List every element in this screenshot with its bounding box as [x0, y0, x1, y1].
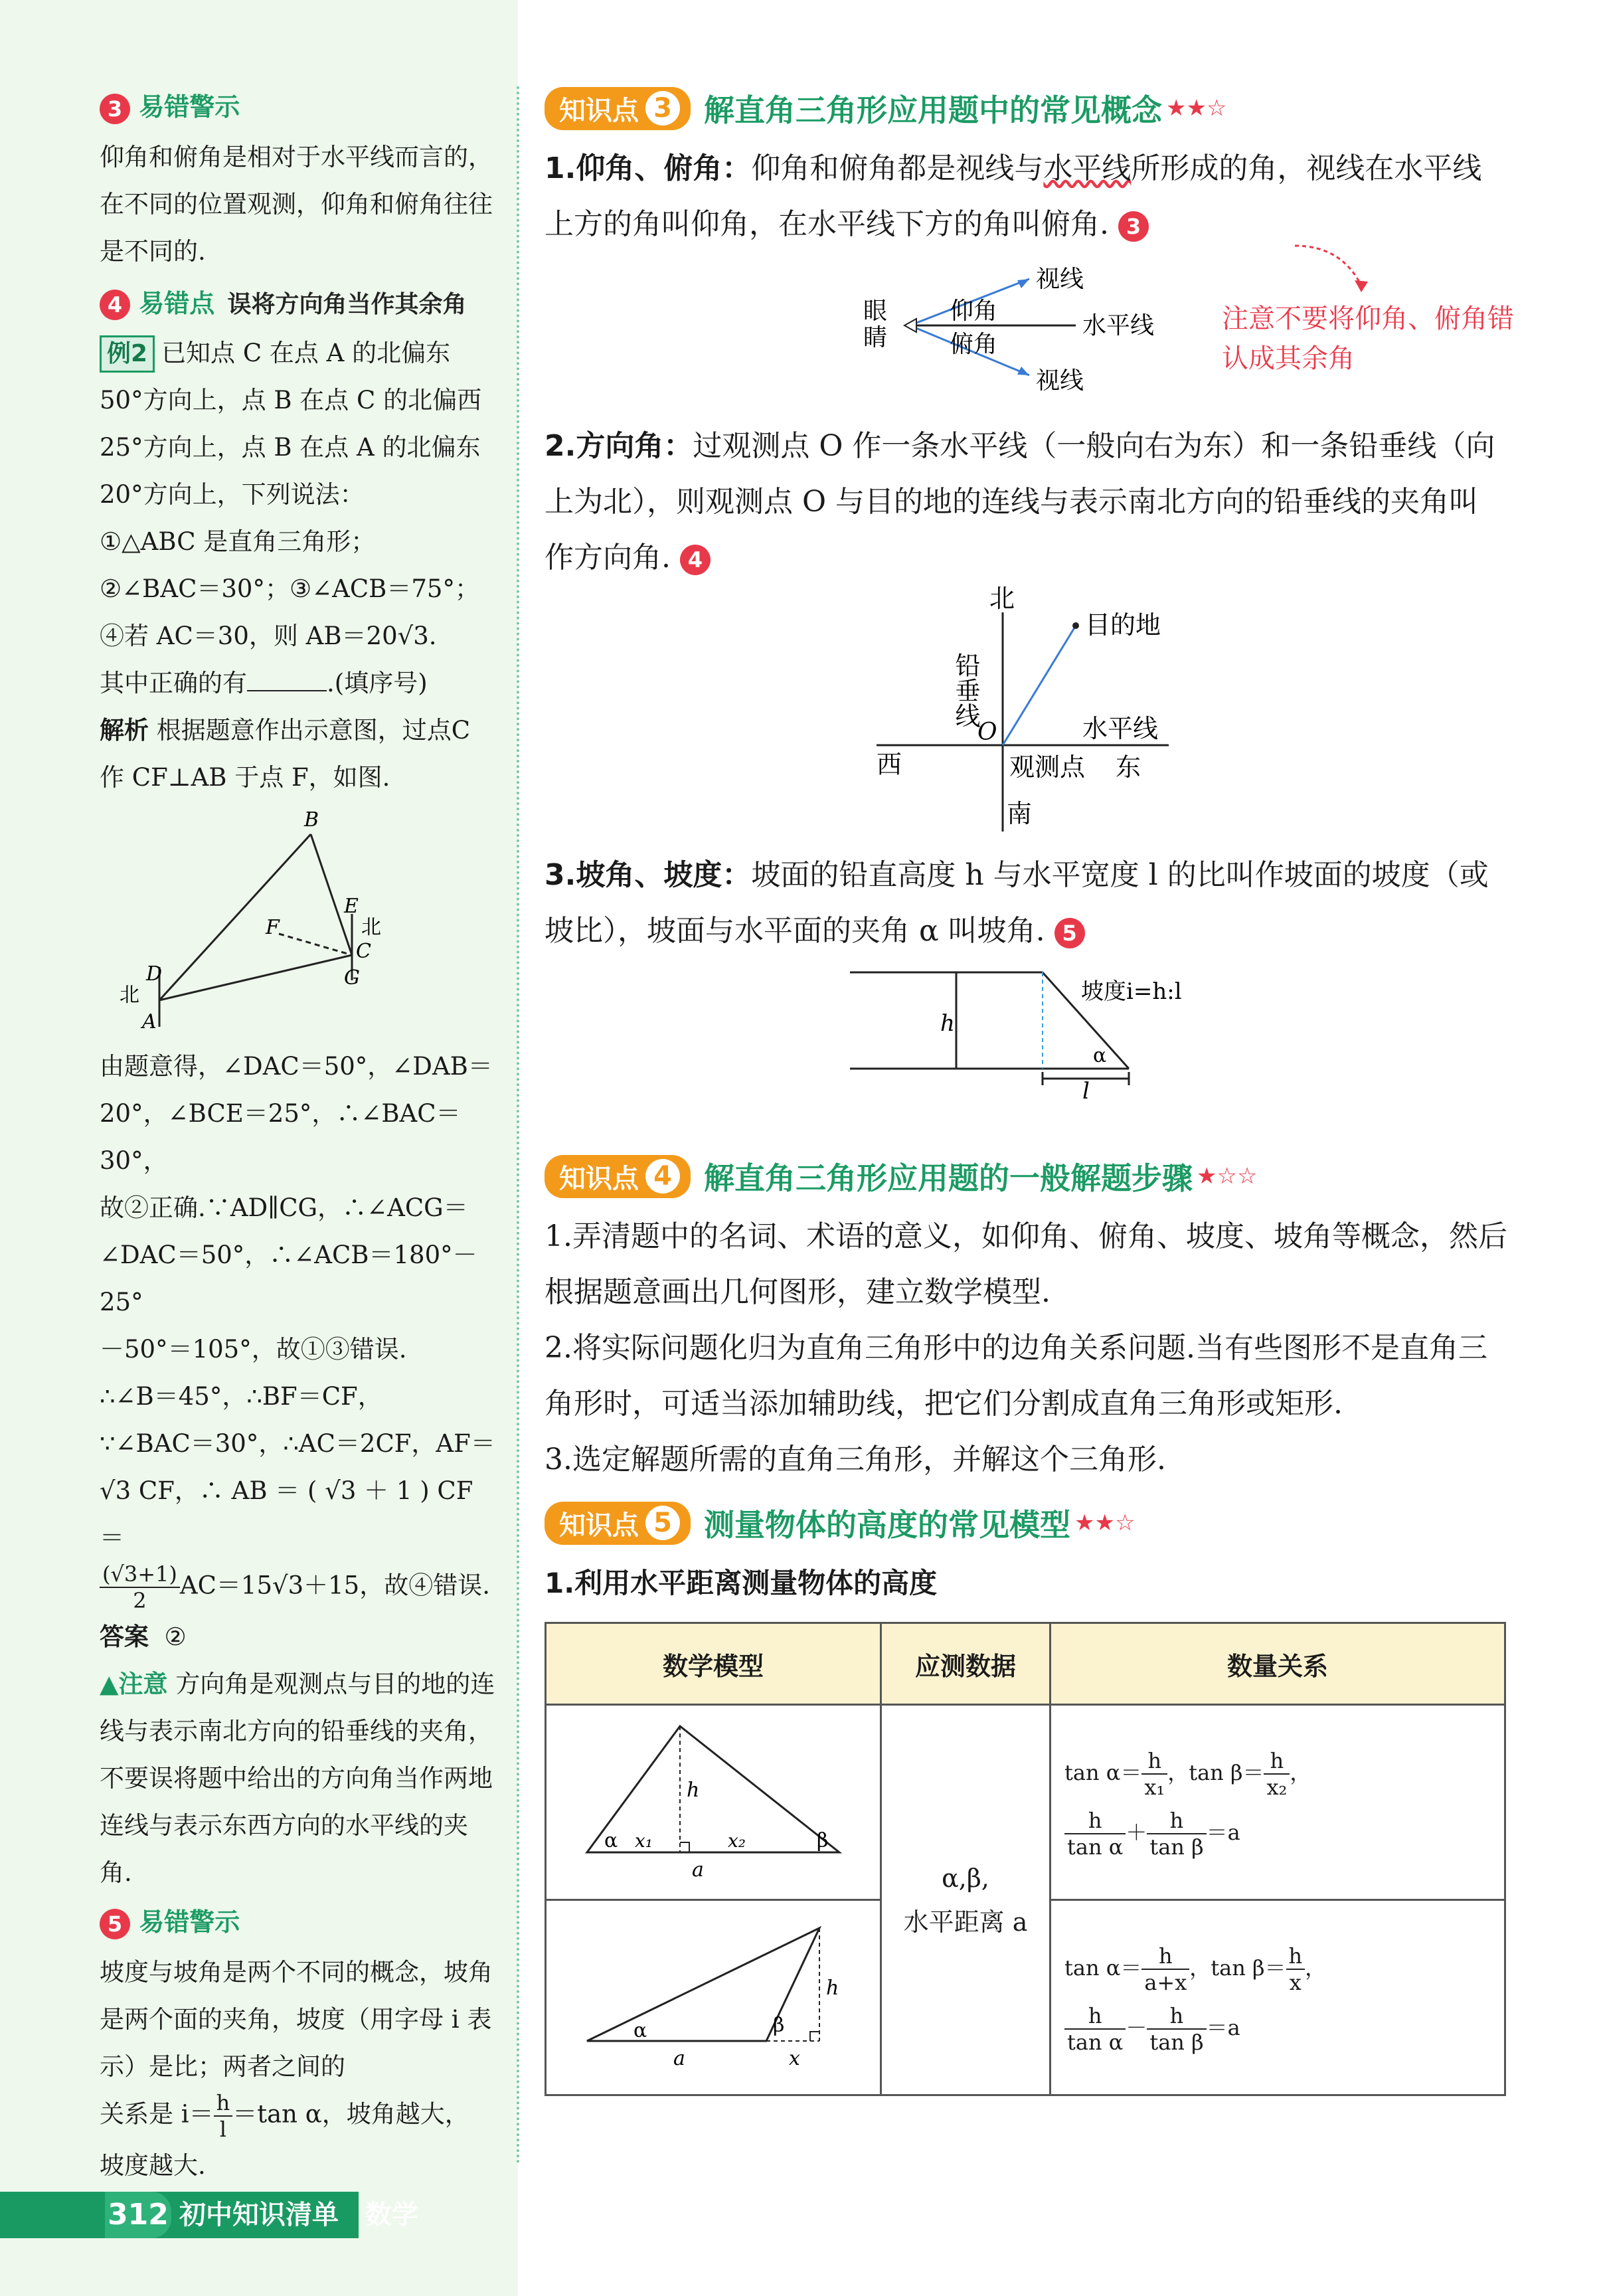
relation-prefix: 关系是 i＝	[100, 2099, 214, 2128]
fig2-observation: 观测点	[1009, 752, 1086, 782]
example-line: ①△ABC 是直角三角形；	[100, 527, 376, 556]
fig3-l: l	[1082, 1078, 1090, 1104]
kp4-title: 解直角三角形应用题的一般解题步骤	[704, 1160, 1193, 1196]
measured-data-cell	[881, 1705, 1051, 2095]
col-data: 应测数据	[881, 1623, 1051, 1705]
answer-label: 答案	[100, 1623, 149, 1651]
badge-4: 4	[100, 290, 130, 320]
fig1-eye1: 眼	[863, 298, 888, 325]
svg-text:h: h	[826, 1977, 839, 2000]
kp3-heading	[545, 86, 1507, 130]
analysis-line: 20°，∠BCE＝25°，∴∠BAC＝30°，	[100, 1099, 461, 1175]
column-divider	[517, 86, 519, 2165]
left-column	[100, 86, 498, 2189]
kp4-step-2: 2.将实际问题化归为直角三角形中的边角关系问题.当有些图形不是直角三角形时，可适当添加辅助线，把它们分割成直角三角形或矩形.	[545, 1331, 1487, 1421]
example-2	[100, 329, 498, 801]
warning-5-text: 坡度与坡角是两个不同的概念，坡角是两个面的夹角，坡度（用字母 i 表示）是比；两者之间的	[100, 1957, 493, 2081]
kp5-stars: ★★☆	[1074, 1510, 1136, 1536]
svg-text:x₁: x₁	[635, 1830, 653, 1852]
analysis-line: ∠DAC＝50°，∴∠ACB＝180°－25°	[100, 1241, 477, 1316]
model-2-cell	[546, 1900, 881, 2095]
kp4-step-1: 1.弄清题中的名词、术语的意义，如仰角、俯角、坡度、坡角等概念，然后根据题意画出几何图形，建立数学模型.	[545, 1219, 1507, 1309]
example-line: 已知点 C 在点 A 的北偏东	[161, 339, 451, 367]
kp4-stars: ★☆☆	[1197, 1163, 1258, 1190]
kp3-badge-3: 3	[1118, 211, 1149, 242]
example-line: ④若 AC＝30，则 AB＝20√3.	[100, 622, 437, 650]
page-number: 312	[105, 2192, 171, 2238]
kp3-tag: 知识点 3	[545, 87, 691, 130]
note-arrow	[1288, 239, 1375, 299]
elevation-figure	[850, 252, 1222, 418]
height-model-table	[545, 1622, 1506, 2096]
right-column	[545, 86, 1514, 2096]
relation-suffix: ＝tan α，坡角越大，	[232, 2099, 469, 2128]
relation-fraction: $\frac{h}{l}$	[214, 2090, 233, 2142]
fig2-west: 西	[877, 750, 902, 779]
kp5-heading	[545, 1501, 1507, 1545]
col-model: 数学模型	[546, 1623, 881, 1705]
kp4-heading	[545, 1154, 1507, 1198]
warning-3-title: 易错警示	[139, 92, 240, 122]
table-row	[546, 1705, 1505, 1900]
handwritten-note: 注意不要将仰角、俯角错认成其余角	[1222, 304, 1514, 374]
kp5-subtitle: 1.利用水平距离测量物体的高度	[545, 1567, 938, 1599]
fig1-sightline-up: 视线	[1036, 266, 1084, 293]
kp3-badge-4: 4	[680, 545, 711, 575]
warning-5-body	[100, 1949, 498, 2189]
kp3-stars: ★★☆	[1166, 95, 1227, 122]
fig2-destination: 目的地	[1085, 610, 1161, 640]
analysis-label: 解析	[100, 716, 149, 745]
svg-text:α: α	[633, 2019, 647, 2042]
badge-3: 3	[100, 94, 130, 124]
fig3-grade: 坡度i=h:l	[1081, 978, 1182, 1005]
label-E: E	[344, 895, 359, 918]
svg-text:β: β	[773, 2014, 785, 2037]
triangle-figure	[100, 801, 498, 1040]
label-B: B	[304, 808, 319, 832]
warning-3-text: 仰角和俯角是相对于水平线而言的，在不同的位置观测，仰角和俯角往往是不同的.	[100, 142, 493, 266]
model-2-figure	[547, 1901, 875, 2087]
warning-3-heading	[100, 86, 498, 124]
analysis-fraction: $\frac{(√3+1)}{2}$	[100, 1561, 180, 1613]
label-G: G	[344, 966, 360, 990]
fig1-horizontal: 水平线	[1082, 312, 1155, 339]
answer-value: ②	[164, 1623, 187, 1651]
svg-text:α: α	[604, 1829, 618, 1852]
question-text: 其中正确的有	[100, 669, 247, 697]
fig3-alpha: α	[1093, 1044, 1107, 1067]
label-C: C	[356, 940, 371, 963]
svg-text:a: a	[673, 2047, 685, 2070]
kp3-section1: 1.仰角、俯角：仰角和俯角都是视线与水平线所形成的角，视线在水平线上方的角叫仰角，在水平线下方的角叫俯角. 3	[545, 151, 1482, 241]
kp3-section3: 3.坡角、坡度：坡面的铅直高度 h 与水平宽度 l 的比叫作坡面的坡度（或坡比），坡面与水平面的夹角 α 叫坡角. 5	[545, 858, 1489, 948]
pitfall-4-heading	[100, 283, 498, 321]
svg-text:β: β	[817, 1829, 829, 1852]
direction-figure	[545, 586, 1507, 838]
warning-5-tail: 坡度越大.	[100, 2151, 206, 2180]
slope-figure	[545, 959, 1507, 1125]
col-relation: 数量关系	[1051, 1623, 1505, 1705]
kp5-title: 测量物体的高度的常见模型	[704, 1507, 1070, 1543]
analysis-intro: 根据题意作出示意图，过点C 作 CF⊥AB 于点 F，如图.	[100, 716, 471, 792]
kp4-step-3: 3.选定解题所需的直角三角形，并解这个三角形.	[545, 1443, 1166, 1476]
analysis-last: AC＝15√3＋15，故④错误.	[179, 1571, 490, 1600]
pitfall-4-title: 易错点	[139, 288, 215, 318]
fig3-h: h	[940, 1010, 955, 1037]
fig2-north: 北	[989, 586, 1015, 613]
label-north-c: 北	[361, 916, 381, 939]
warning-5-title: 易错警示	[139, 1907, 240, 1937]
label-A: A	[142, 1010, 157, 1033]
badge-5: 5	[100, 1909, 130, 1939]
answer-blank	[247, 690, 327, 691]
table-header-row	[546, 1623, 1505, 1705]
kp5-tag: 知识点 5	[545, 1502, 691, 1545]
analysis-body	[100, 1043, 498, 1896]
svg-text:x: x	[789, 2047, 800, 2070]
svg-text:x₂: x₂	[728, 1830, 746, 1852]
book-title: 初中知识清单 数学	[179, 2200, 418, 2230]
model-1-figure	[547, 1706, 875, 1892]
warning-5-heading	[100, 1901, 498, 1939]
label-D: D	[146, 962, 163, 986]
example-tag: 例2	[100, 335, 155, 373]
question-suffix: .(填序号)	[327, 669, 428, 697]
label-F: F	[266, 916, 280, 939]
note-label: ▲注意	[100, 1670, 168, 1698]
analysis-line: ∴∠B＝45°，∴BF＝CF，	[100, 1382, 382, 1411]
data-angles: α,β,	[942, 1863, 989, 1893]
example-line: ②∠BAC＝30°；③∠ACB＝75°；	[100, 574, 479, 603]
fig1-depression: 俯角	[950, 331, 998, 358]
analysis-line: ∵∠BAC＝30°，∴AC＝2CF，AF＝	[100, 1429, 495, 1458]
fig2-east: 东	[1116, 752, 1141, 782]
kp3-title: 解直角三角形应用题中的常见概念	[704, 92, 1162, 128]
analysis-line: 由题意得，∠DAC＝50°，∠DAB＝	[100, 1052, 493, 1081]
fig2-horizontal: 水平线	[1082, 714, 1159, 743]
fig2-O: O	[977, 719, 997, 746]
example-line: 25°方向上，点 B 在点 A 的北偏东	[100, 433, 481, 462]
kp3-section2: 2.方向角：过观测点 O 作一条水平线（一般向右为东）和一条铅垂线（向上为北），则观测点 O 与目的地的连线与表示南北方向的铅垂线的夹角叫作方向角. 4	[545, 429, 1495, 574]
fig2-plumb: 铅垂线	[951, 652, 980, 728]
fig1-eye2: 睛	[863, 324, 888, 351]
kp4-tag: 知识点 4	[545, 1155, 691, 1198]
svg-text:h: h	[687, 1779, 700, 1802]
note-text: 方向角是观测点与目的地的连线与表示南北方向的铅垂线的夹角，不要误将题中给出的方向角当作两地连线与表示东西方向的水平线的夹角.	[100, 1670, 495, 1887]
relation-1-cell: tan α＝ $\frac{h}{\text{x₁}}$ ，tan β＝ $\frac{h}{\text{x₂}}$ ， $\frac{h}{\text{tan α}}$ ＋ $\frac{h}{\text{tan β}}$ ＝a	[1051, 1705, 1505, 1900]
example-line: 50°方向上，点 B 在点 C 的北偏西	[100, 386, 482, 414]
data-distance: 水平距离 a	[903, 1907, 1028, 1937]
fig1-sightline-down: 视线	[1036, 367, 1084, 395]
wavy-horizontal: 水平线	[1043, 151, 1132, 185]
page-footer	[0, 2192, 418, 2238]
fig2-south: 南	[1007, 799, 1033, 828]
analysis-line: √3 CF，∴ AB ＝ ( √3 ＋ 1 ) CF ＝	[100, 1476, 473, 1552]
elevation-figure-area	[545, 252, 1514, 418]
kp3-badge-5: 5	[1054, 918, 1085, 948]
pitfall-4-subtitle: 误将方向角当作其余角	[227, 290, 467, 318]
analysis-line: －50°＝105°，故①③错误.	[100, 1335, 407, 1364]
fig1-elevation: 仰角	[950, 298, 998, 325]
relation-2-cell: tan α＝ $\frac{h}{a+x}$ ，tan β＝ $\frac{h}{x}$ ， $\frac{h}{\text{tan α}}$ － $\frac{h}{\text{tan β}}$ ＝a	[1051, 1900, 1505, 2095]
analysis-line: 故②正确.∵AD∥CG，∴∠ACG＝	[100, 1193, 468, 1222]
label-north-a: 北	[120, 984, 139, 1007]
model-1-cell	[546, 1705, 881, 1900]
example-line: 20°方向上，下列说法：	[100, 480, 365, 509]
svg-text:a: a	[692, 1858, 704, 1882]
